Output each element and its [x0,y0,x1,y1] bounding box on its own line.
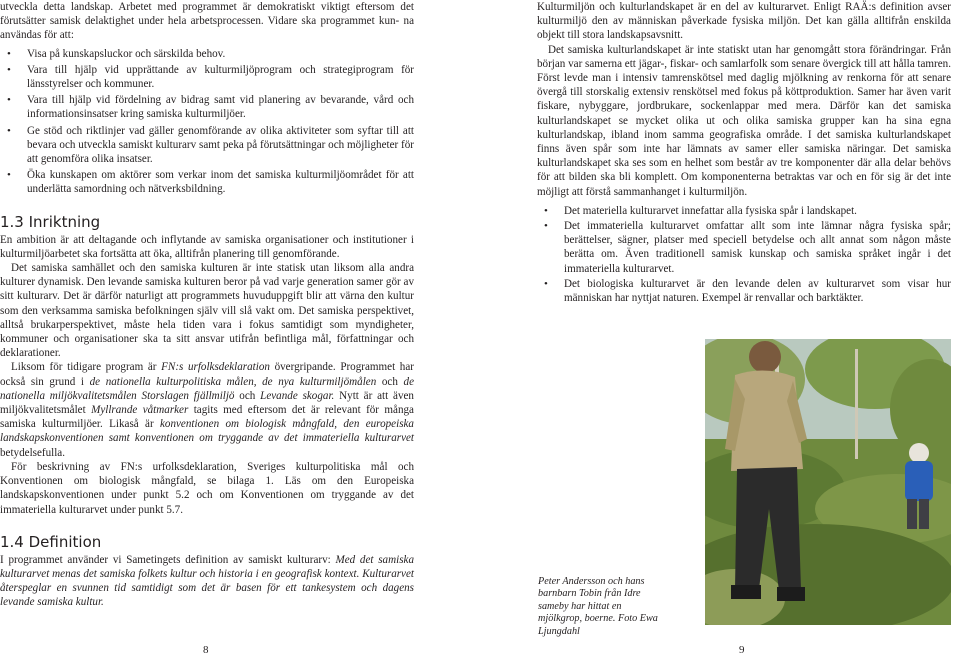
list-item: • Öka kunskapen om aktörer som verkar inom det samiska kulturmiljöområdet för att underlätta samordning och nätverksbildning. [7,169,414,196]
page-number-left: 8 [203,644,209,656]
photo-caption: Peter Andersson och hans barnbarn Tobin från Idre sameby har hittat en mjölkgrop, boerne. Foto Ewa Ljungdahl [538,576,658,637]
list-item: • Ge stöd och riktlinjer vad gäller genomförande av olika aktiviteter som syftar till att bevara och utveckla samiskt kulturarv samt peka på förutsättningar och möjligheter för att genomföra olika insatser. [7,124,414,166]
list-item: • Det biologiska kulturarvet är den levande delen av kulturarvet som visar hur människan har nyttjat naturen. Exempel är renvallar och barktäkter. [544,277,951,305]
list-item: • Vara till hjälp vid upprättande av kulturmiljöprogram och strategiprogram för länsstyrelser och kommuner. [7,63,414,91]
list-item: • Det materiella kulturarvet innefattar alla fysiska spår i landskapet. [544,204,857,217]
paragraph: Kulturmiljön och kulturlandskapet är en del av kulturarvet. Enligt RAÄ:s definition avser kulturmiljö den av människan påverkade fysiska miljön. Det kan gälla alltifrån enskilda objekt till stora landskapsavsnitt. [537,1,951,42]
list-item: • Det immateriella kulturarvet omfattar allt som inte lämnar några fysiska spår; berättelser, sägner, platser med speciell betydelse och allt annat som någon måste berätta om. Även traditionell samisk kunskap och samiska språket ingår i det immateriella kulturarvet. [544,220,951,275]
photo-man-and-child-in-forest [705,339,951,625]
intro-paragraph: utveckla detta landskap. Arbetet med programmet är demokratiskt viktigt eftersom det förutsätter samisk delaktighet under hela arbetsprocessen. Vidare ska programmet kun- na användas för att: [0,1,414,42]
right-page [537,0,951,306]
section-heading-definition: 1.4 Definition [0,532,102,551]
paragraph: I programmet använder vi Sametingets definition av samiskt kulturarv: Med det samiska kulturarvet menas det samiska folkets kultur och historia i en geografisk kontext. Kulturarvet återspeglar en svunnen tid samtidigt som det är basen för ett tankesystem och dagens levande samiska kultur. [0,553,414,609]
paragraph: Det samiska samhället och den samiska kulturen är inte statisk utan liksom alla andra kulturer dynamisk. Den levande samiska kulturen beror på vad varje generation samer gör av sitt kulturarv. Det är därför naturligt att programmets huvuduppgift blir att värna den kultur som den verksamma samiska befolkningen själv vill slå vakt om. Det samiska perspektivet, alltså brukarperspektivet, måste hela tiden vara i fokus samtidigt som myndigheter, kommuner och organisationer ska ta sitt ansvar utifrån befintliga mål, författningar och deklarationer. [0,262,414,360]
left-page [0,0,414,610]
section-heading-inriktning: 1.3 Inriktning [0,212,101,231]
list-item: • Visa på kunskapsluckor och särskilda behov. [7,47,226,60]
purpose-list [0,47,414,197]
paragraph: En ambition är att deltagande och inflytande av samiska organisationer och institutioner i kulturmiljöarbetet ska fortsätta att öka, alltifrån planering till genomförande. [0,233,414,260]
heritage-list [537,204,951,305]
page-number-right: 9 [739,644,745,656]
paragraph: Liksom för tidigare program är FN:s urfolksdeklaration övergripande. Programmet har också sin grund i de nationella kulturpolitiska målen, de nya kulturmiljömålen och de nationella miljökvalitetsmålen Storslagen fjällmiljö och Levande skogar. Nytt är att även miljökvalitetsmålet Myllrande våtmarker tagits med eftersom det är relevant för många samiska kulturmiljöer. Likaså är konventionen om biologisk mångfald, den europeiska landskapskonventionen samt konventionen om tryggande av det immateriella kulturarvet betydelsefulla. [0,361,414,459]
list-item: • Vara till hjälp vid fördelning av bidrag samt vid planering av bevarande, vård och informationsinsatser kring samiska kulturmiljöer. [7,94,414,121]
paragraph: För beskrivning av FN:s urfolksdeklaration, Sveriges kulturpolitiska mål och Konventionen om biologisk mångfald, se bilaga 1. Läs om den Europeiska landskapskonventionen under punkt 5.2 och om Konventionen om tryggande av det immateriella kulturarvet under punkt 5.7. [0,460,414,516]
paragraph: Det samiska kulturlandskapet är inte statiskt utan har genomgått stora förändringar. Från början var samerna ett jägar-, fiskar- och samlarfolk som senare övergick till att hålla tamren. Först levde man i intensiv tamrenskötsel med daglig mjölkning av renkorna för att senare övergå till storskalig extensiv renskötsel med fokus på köttproduktion. Samer har även varit fiskare, nybyggare, jordbrukare, sockenlappar med mera. Därför kan det samiska kulturlandskapet se mycket olika ut och olika samiska grupper kan ha sina egna kulturlandskap, ibland inom samma geografiska område. I det samiska kulturlandskapet finns även spår som inte har lämnats av samer eller samiska näringar. Det samiska kulturlandskapet ska ses som en helhet som består av tre komponenter där alla delar behövs för att bilden ska bli komplett. Om komponenterna betraktas var och en för sig är det inte möjligt att förstå sammanhanget i kulturmiljön. [537,43,951,198]
